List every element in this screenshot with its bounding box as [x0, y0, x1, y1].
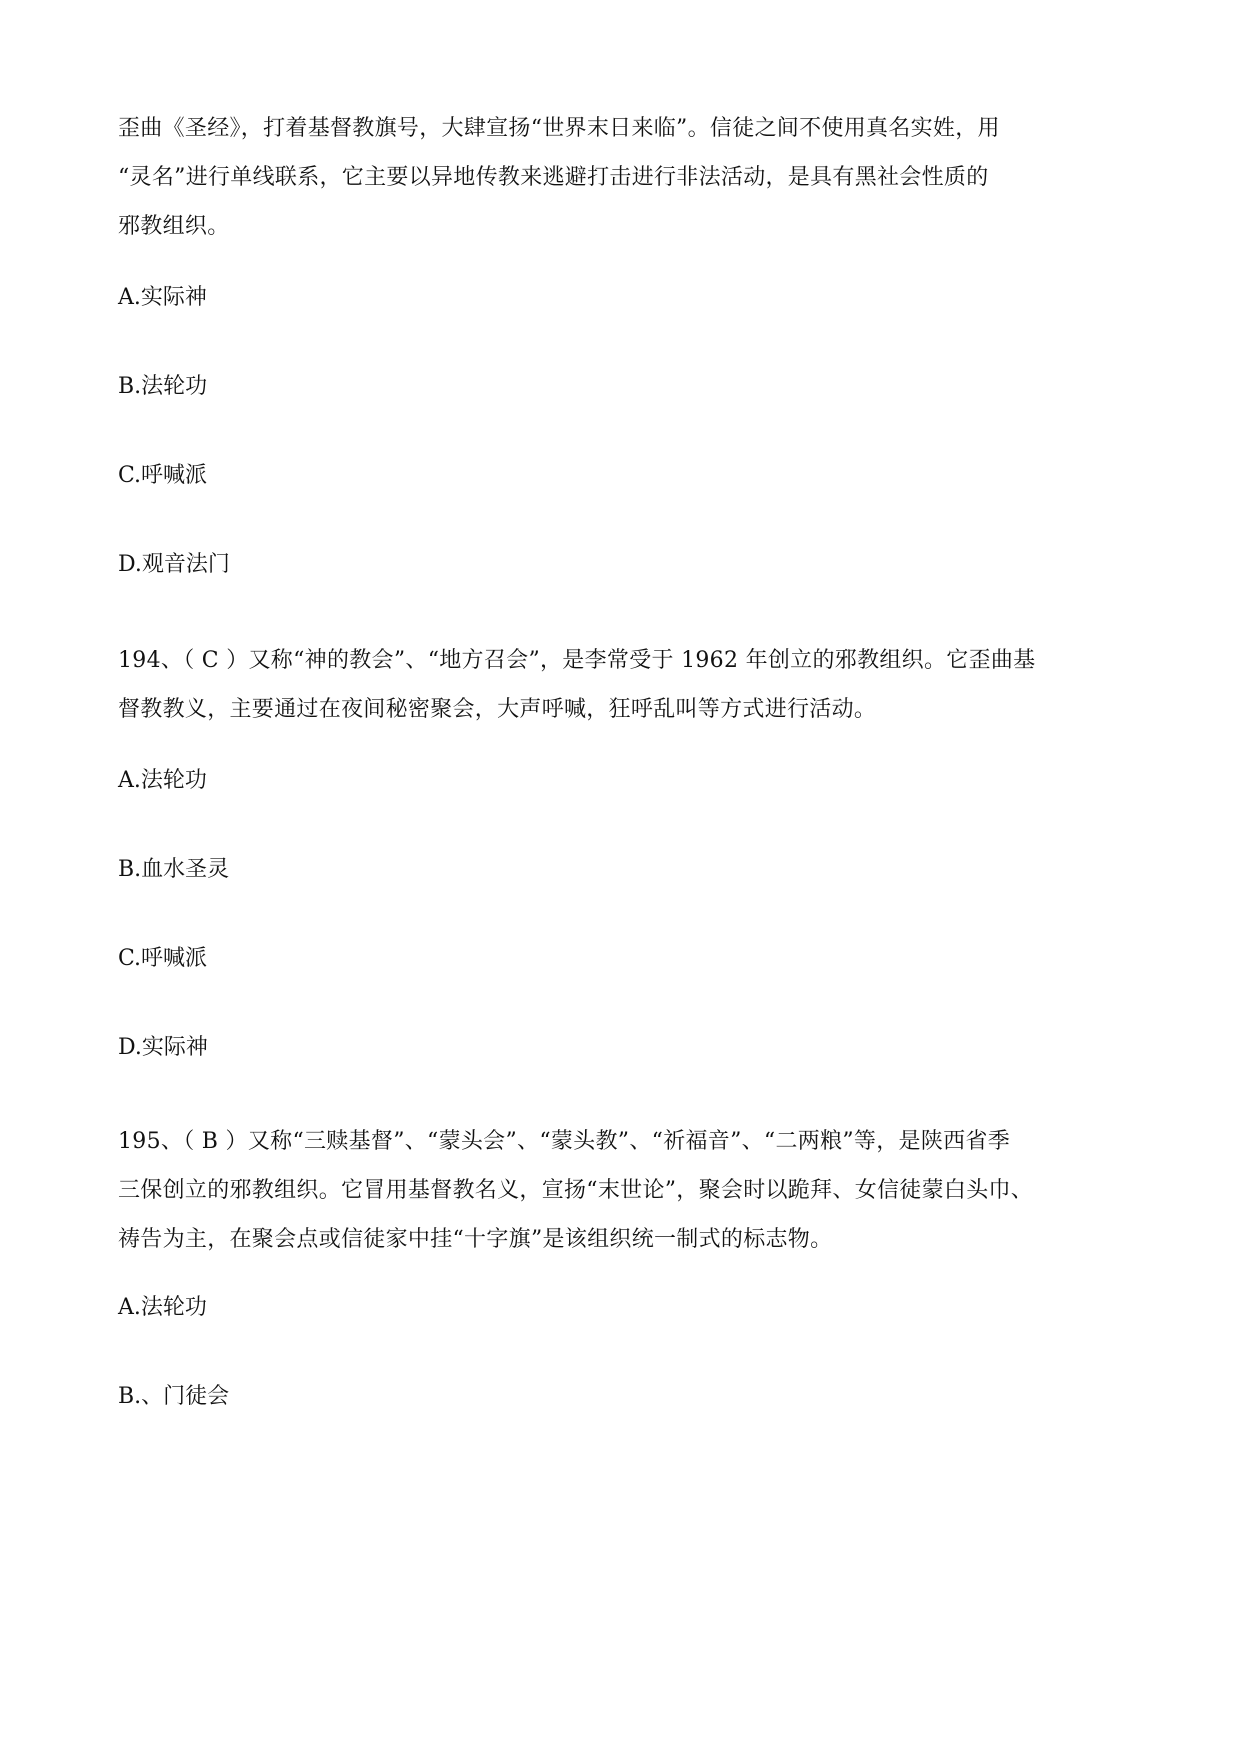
text-line: “灵名”进行单线联系，它主要以异地传教来逃避打击进行非法活动，是具有黑社会性质的	[118, 165, 989, 190]
text-line: 祷告为主，在聚会点或信徒家中挂“十字旗”是该组织统一制式的标志物。	[118, 1227, 833, 1252]
text-line: 督教教义，主要通过在夜间秘密聚会，大声呼喊，狂呼乱叫等方式进行活动。	[118, 697, 877, 722]
option-b: B.法轮功	[118, 374, 208, 399]
text-line: 歪曲《圣经》，打着基督教旗号，大肆宣扬“世界末日来临”。信徒之间不使用真名实姓，用	[118, 116, 1000, 141]
option-c: C.呼喊派	[118, 946, 208, 971]
text-line: 三保创立的邪教组织。它冒用基督教名义，宣扬“末世论”，聚会时以跪拜、女信徒蒙白头巾、	[118, 1178, 1034, 1203]
text-line: 邪教组织。	[118, 214, 230, 239]
text-line: 195、（ B ）又称“三赎基督”、“蒙头会”、“蒙头教”、“祈福音”、“二两粮”等，是陕西省季	[118, 1129, 1011, 1154]
question-195-text	[118, 1117, 1128, 1264]
option-b: B.血水圣灵	[118, 857, 230, 882]
option-a: A.法轮功	[118, 1295, 207, 1320]
option-a: A.实际神	[118, 285, 207, 310]
option-d: D.观音法门	[118, 552, 230, 577]
text-line: 194、（ C ）又称“神的教会”、“地方召会”，是李常受于 1962 年创立的邪教组织。它歪曲基	[118, 648, 1036, 673]
option-a: A.法轮功	[118, 768, 207, 793]
question-continuation-text	[118, 104, 1128, 251]
option-b: B.、门徒会	[118, 1384, 230, 1409]
option-c: C.呼喊派	[118, 463, 208, 488]
option-d: D.实际神	[118, 1035, 208, 1060]
question-194-text	[118, 636, 1128, 734]
